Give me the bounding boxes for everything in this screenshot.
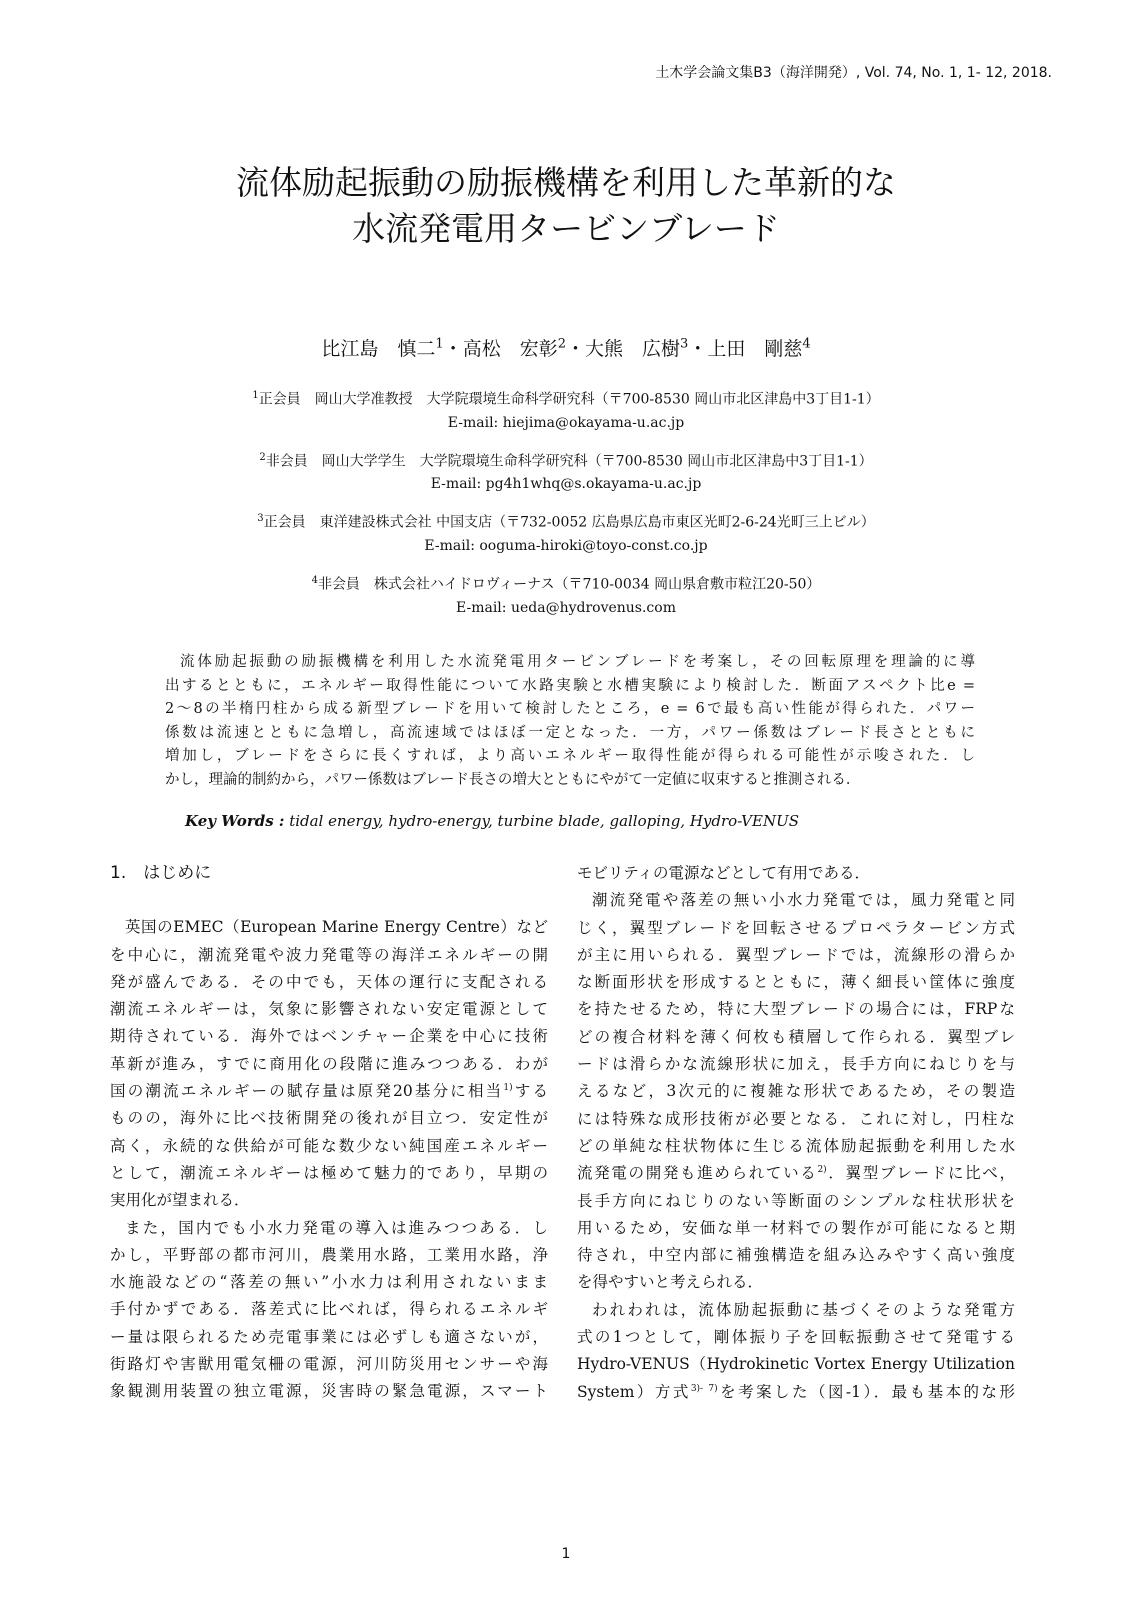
body-line (577, 1160, 1015, 1187)
body-line: 高く，永続的な供給が可能な数少ない純国産エネルギー (110, 1136, 548, 1155)
body-line: かし，平野部の都市河川，農業用水路，工業用水路，浄 (110, 1245, 548, 1264)
affiliation (0, 569, 1132, 620)
body-line: 革新が進み，すでに商用化の段階に進みつつある．わが (110, 1054, 548, 1073)
page-number: 1 (561, 1546, 571, 1562)
affiliation (0, 384, 1132, 435)
affiliation-email: E-mail: pg4h1whq@s.okayama-u.ac.jp (430, 476, 702, 493)
section-heading: 1. はじめに (110, 863, 212, 883)
body-column-left (110, 860, 548, 1406)
body-line: ー量は限られるため売電事業には必ずしも適さないが， (110, 1327, 548, 1346)
body-line: モビリティの電源などとして有用である． (577, 864, 870, 882)
author-name: 上田 剛慈 (707, 338, 803, 360)
body-line: 式の1つとして，剛体振り子を回転振動させて発電する (577, 1328, 1015, 1347)
body-line: 長手方向にねじりのない等断面のシンプルな柱状形状を (577, 1191, 1015, 1210)
body-line: 実用化が望まれる． (110, 1191, 250, 1210)
body-line: われわれは，流体励起振動に基づくそのような発電方 (592, 1300, 1015, 1319)
affiliation-mark: 3 (257, 513, 264, 525)
body-line: 待され，中空内部に補強構造を組み込みやすく高い強度 (577, 1246, 1015, 1265)
title-line-2: 水流発電用タービンブレード (352, 209, 780, 248)
citation-ref: 1) (503, 1082, 513, 1093)
abstract-line: 流体励起振動の励振機構を利用した水流発電用タービンブレードを考案し，その回転原理を理論的に導 (180, 654, 975, 670)
paper-title (0, 160, 1132, 252)
author-name: 比江島 慎二 (321, 338, 436, 360)
body-line: が主に用いられる．翼型ブレードでは，流線形の滑らか (577, 945, 1015, 964)
abstract-line: かし，理論的制約から，パワー係数はブレード長さの増大とともにやがて一定値に収束すると推測される． (165, 771, 861, 788)
body-text: ．翼型ブレードに比べ， (826, 1164, 1015, 1183)
affiliation-mark: 4 (311, 574, 318, 586)
body-line: どの単純な柱状物体に生じる流体励起振動を利用した水 (577, 1136, 1015, 1155)
abstract-line: 出するとともに，エネルギー取得性能について水路実験と水槽実験により検討した．断面アスペクト比e = (165, 677, 975, 694)
body-text: 流発電の開発も進められている (577, 1164, 818, 1183)
author-affil-mark: 4 (802, 336, 811, 352)
author-name: 大熊 広樹 (585, 338, 681, 360)
body-text: 国の潮流エネルギーの賦存量は原発20基分に相当 (110, 1082, 504, 1101)
affiliation-mark: 1 (252, 390, 259, 401)
citation-ref: 2) (817, 1165, 827, 1176)
author-separator: ・ (688, 338, 708, 360)
body-line: ードは滑らかな流線形状に加え，長手方向にねじりを与 (577, 1055, 1015, 1074)
journal-reference: 土木学会論文集B3（海洋開発）, Vol. 74, No. 1, 1- 12, 2018. (655, 65, 1052, 81)
body-line: 手付かずである．落差式に比べれば，得られるエネルギ (110, 1300, 548, 1319)
body-line: 英国のEMEC（European Marine Energy Centre）など (125, 918, 548, 937)
body-line: を持たせるため，特に大型ブレードの場合には，FRPな (577, 1000, 1015, 1019)
affiliation-text: 非会員 株式会社ハイドロヴィーナス（〒710-0034 岡山県倉敷市粒江20-50） (317, 576, 821, 593)
author-separator: ・ (565, 338, 585, 360)
affiliation (0, 446, 1132, 497)
body-line: を得やすいと考えられる． (577, 1273, 764, 1292)
affiliation-text: 正会員 東洋建設株式会社 中国支店（〒732-0052 広島県広島市東区光町2-6-24光町三上ビル） (263, 514, 875, 531)
body-column-right (577, 860, 1015, 1406)
affiliation-text: 正会員 岡山大学准教授 大学院環境生命科学研究科（〒700-8530 岡山市北区津島中3丁目1-1） (258, 391, 880, 408)
affiliation-list (0, 384, 1132, 631)
body-line (577, 1379, 1015, 1406)
keywords-label: Key Words : (185, 812, 285, 830)
affiliation-email: E-mail: hiejima@okayama-u.ac.jp (447, 414, 685, 431)
author-list (0, 334, 1132, 361)
author-affil-mark: 3 (680, 336, 689, 352)
abstract-line: 係数は流速とともに急増し，高流速域ではほぼ一定となった．一方，パワー係数はブレード長さとともに (165, 724, 975, 741)
body-line: どの複合材料を薄く何枚も積層して作られる．翼型ブレ (577, 1027, 1015, 1046)
body-line: 発が盛んである．その中でも，天体の運行に支配される (110, 972, 548, 991)
affiliation-mark: 2 (259, 451, 266, 463)
body-line: 用いるため，安価な単一材料での製作が可能になると期 (577, 1218, 1015, 1237)
title-line-1: 流体励起振動の励振機構を利用した革新的な (236, 163, 896, 202)
affiliation-text: 非会員 岡山大学学生 大学院環境生命科学研究科（〒700-8530 岡山市北区津島中3丁目1-1） (265, 453, 873, 470)
abstract-line: 2～8の半楕円柱から成る新型ブレードを用いて検討したところ，e = 6で最も高い性能が得られた．パワー (165, 701, 975, 717)
body-text: する (512, 1082, 548, 1101)
affiliation-email: E-mail: ooguma-hiroki@toyo-const.co.jp (424, 537, 708, 554)
body-line: じく，翼型ブレードを回転させるプロペラタービン方式 (577, 918, 1015, 937)
body-line: また，国内でも小水力発電の導入は進みつつある．し (125, 1218, 548, 1237)
author-affil-mark: 2 (557, 336, 566, 352)
body-line: 潮流発電や落差の無い小水力発電では，風力発電と同 (592, 891, 1015, 910)
abstract (165, 651, 975, 792)
author-separator: ・ (443, 338, 463, 360)
body-text: System）方式 (577, 1382, 691, 1401)
figure-ref: 図-1 (827, 1382, 862, 1401)
body-line: として，潮流エネルギーは極めて魅力的であり，早期の (110, 1163, 548, 1182)
body-line: な断面形状を形成するとともに，薄く細長い筐体に強度 (577, 973, 1015, 992)
author-affil-mark: 1 (435, 336, 444, 352)
body-text: を考案した（ (717, 1382, 828, 1401)
affiliation-email: E-mail: ueda@hydrovenus.com (456, 599, 676, 616)
keywords (185, 812, 799, 830)
abstract-line: 増加し，ブレードをさらに長くすれば，より高いエネルギー取得性能が得られる可能性が示唆された．し (165, 748, 975, 764)
affiliation (0, 507, 1132, 558)
body-line: 水施設などの“落差の無い”小水力は利用されないまま (110, 1273, 548, 1292)
body-line: 潮流エネルギーは，気象に影響されない安定電源として (110, 1000, 548, 1019)
body-line: ものの，海外に比べ技術開発の後れが目立つ．安定性が (110, 1109, 548, 1128)
author-name: 高松 宏彰 (462, 338, 558, 360)
body-text: ）．最も基本的な形 (861, 1382, 1015, 1401)
body-line: Hydro-VENUS（Hydrokinetic Vortex Energy Utilization (577, 1355, 1015, 1374)
body-line: を中心に，潮流発電や波力発電等の海洋エネルギーの開 (110, 945, 548, 964)
body-line: 街路灯や害獣用電気柵の電源，河川防災用センサーや海 (110, 1355, 548, 1374)
citation-ref: 3)- 7) (690, 1383, 718, 1394)
body-line (110, 1078, 548, 1105)
body-line: 期待されている．海外ではベンチャー企業を中心に技術 (110, 1027, 548, 1046)
body-line: えるなど，3次元的に複雑な形状であるため，その製造 (577, 1082, 1015, 1101)
body-line: には特殊な成形技術が必要となる．これに対し，円柱な (577, 1109, 1015, 1128)
keywords-text: tidal energy, hydro-energy, turbine blade, galloping, Hydro-VENUS (284, 812, 799, 830)
body-line: 象観測用装置の独立電源，災害時の緊急電源，スマート (110, 1382, 548, 1401)
